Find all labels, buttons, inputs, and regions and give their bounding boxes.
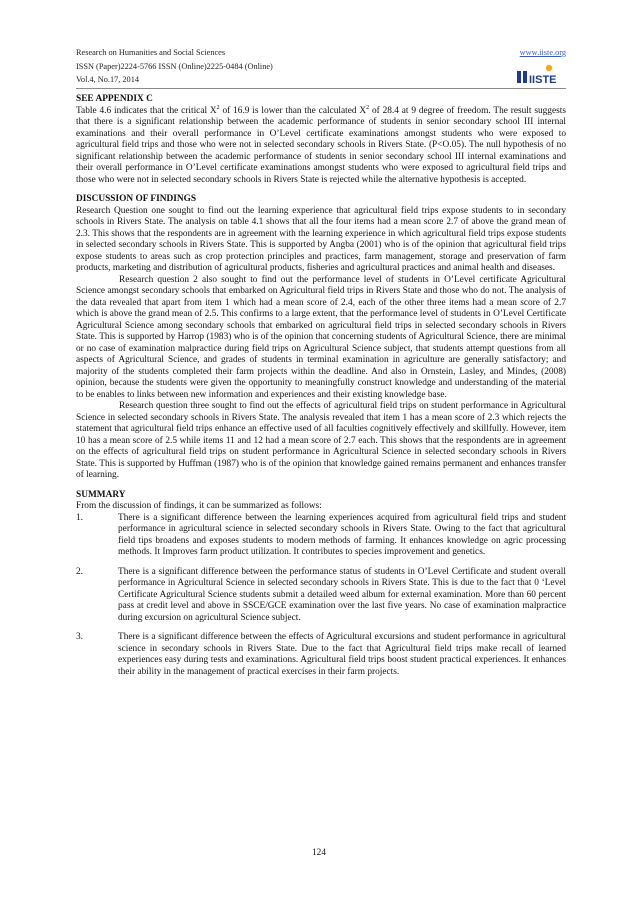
- list-number: 3.: [76, 632, 84, 642]
- journal-title: Research on Humanities and Social Sciences: [76, 48, 226, 57]
- issn-line: ISSN (Paper)2224-5766 ISSN (Online)2225-0484 (Online): [76, 61, 273, 71]
- page-header: [76, 46, 566, 87]
- summary-list-item: [76, 567, 566, 625]
- summary-list-item: [76, 513, 566, 559]
- list-number: 1.: [76, 512, 84, 523]
- paragraph-rq1: Research Question one sought to find out the learning experience that agricultural field trips expose students to in secondary schools in Rivers State. The analysis on table 4.1 shows that all the four items had a mean score 2.7 of above the grand mean of 2.3. This shows that the respondents are in agreement with the learning experience in which agricultural field trips expose students in selected secondary schools in Rivers State. This is supported by Angba (2001) who is of the opinion that agricultural field trips expose students to areas such as crop protection principles and practices, farm management, storage and preservation of farm products, marketing and distribution of agricultural products, fisheries and agricultural practices and animal health and diseases.: [76, 205, 566, 273]
- section-heading-discussion: DISCUSSION OF FINDINGS: [76, 194, 197, 204]
- paragraph-rq2: Research question 2 also sought to find out the performance level of students in O’Level certificate Agricultural Science amongst secondary schools that embarked on Agricultural field trips in Rivers State and those who do not. The analysis of the data revealed that apart from item 1 which had a mean score of 2.4, each of the other three items had a mean score of 2.7 which is above the grand mean of 2.5. This confirms to a large extent, that the performance level of students in O’Level Certificate Agricultural Science among secondary schools that embarked on agricultural field trips in selected secondary schools in Rivers State. This is supported by Harrop (1983) who is of the opinion that concerning students of Agricultural Science, there are minimal or no case of examination malpractice during field trips on Agricultural Science subject, that students attempt questions from all aspects of Agricultural Science, and grades of students in terminal examination in agriculture are generally satisfactory; and majority of the students completed their farm projects within the deadline. And also in Ornstein, Lasley, and Mindes, (2008) opinion, because the students were given the opportunity to meaningfully construct knowledge and understanding of the material to be enables to links between new information and experiences and their existing knowledge base.: [76, 274, 566, 400]
- list-text: There is a significant difference between the learning experiences acquired from agricultural field trips and student performance in agricultural science in selected secondary schools in Rivers State. Owing to the fact that agricultural field tips broadens and exposes students to modern methods of farming. It enhances knowledge on agric processing methods. It Improves farm product utilization. It contributes to species improvement and genetics.: [118, 512, 566, 557]
- paragraph-rq3: Research question three sought to find out the effects of agricultural field trips on student performance in Agricultural Science in selected secondary schools in Rivers State. The analysis revealed that item 1 has a mean score of 2.3 which rejects the statement that agricultural field trips enhance an effective used of all faculties cognitively effectively and skillfully. However, item 10 has a mean score of 2.5 while items 11 and 12 had a mean score of 2.7 each. This shows that the respondents are in agreement on the effects of agricultural field trips on student performance in Agricultural Science in selected secondary schools in Rivers State. This is supported by Huffman (1987) who is of the opinion that knowledge gained remains permanent and enhances transfer of learning.: [76, 401, 566, 480]
- list-text: There is a significant difference between the performance status of students in O’Level Certificate and student overall performance in Agricultural Science in selected secondary schools in Rivers State. This is due to the fact that 0 ‘Level Certificate Agricultural Science students submit a detailed weed album for external examination. More than 60 percent pass at credit level and above in SSCE/GCE examination over the last five years. No case of examination malpractice during excursion on agricultural Science subject.: [118, 566, 566, 623]
- page-number: 124: [312, 848, 326, 858]
- logo-sun-icon: [546, 65, 552, 71]
- header-rule: [76, 88, 566, 89]
- list-number: 2.: [76, 566, 84, 577]
- page-body: [76, 94, 566, 678]
- section-heading-appendix: SEE APPENDIX C: [76, 94, 153, 104]
- logo-text: IISTE: [529, 74, 557, 85]
- volume-line: Vol.4, No.17, 2014: [76, 75, 139, 85]
- summary-intro: From the discussion of findings, it can be summarized as follows:: [76, 501, 322, 511]
- list-text: There is a significant difference between the effects of Agricultural excursions and student performance in agricultural science in secondary schools in Rivers State. Due to the fact that Agricultural field trips make recall of learned experiences easy during tests and examinations. Agricultural field trips boost student practical experiences. It enhances their ability in the management of practical exercises in their farm projects.: [118, 632, 566, 677]
- paragraph-chi-square: Table 4.6 indicates that the critical $X^2$ of 16.9 is lower than the calculated $X^2$ of 28.4 at 9 degree of freedom. The result suggests that there is a significant relationship between the academic performance of students in senior secondary school III internal examinations and their overall performance in O’Level certificate examinations amongst students who were exposed to agricultural field trips and those who were not in selected secondary schools in Rivers State. (P<O.05). The null hypothesis of no significant relationship between the academic performance of students in senior secondary school III internal examinations and their overall performance in O’Level certificate examinations amongst students who were exposed to agricultural field trips and those who were not in selected secondary schools in Rivers State is rejected while the alternative hypothesis is accepted.: [76, 104, 566, 185]
- section-heading-summary: SUMMARY: [76, 489, 126, 500]
- iiste-logo: [516, 63, 562, 85]
- journal-url-link[interactable]: www.iiste.org: [519, 48, 566, 57]
- summary-list-item: [76, 632, 566, 678]
